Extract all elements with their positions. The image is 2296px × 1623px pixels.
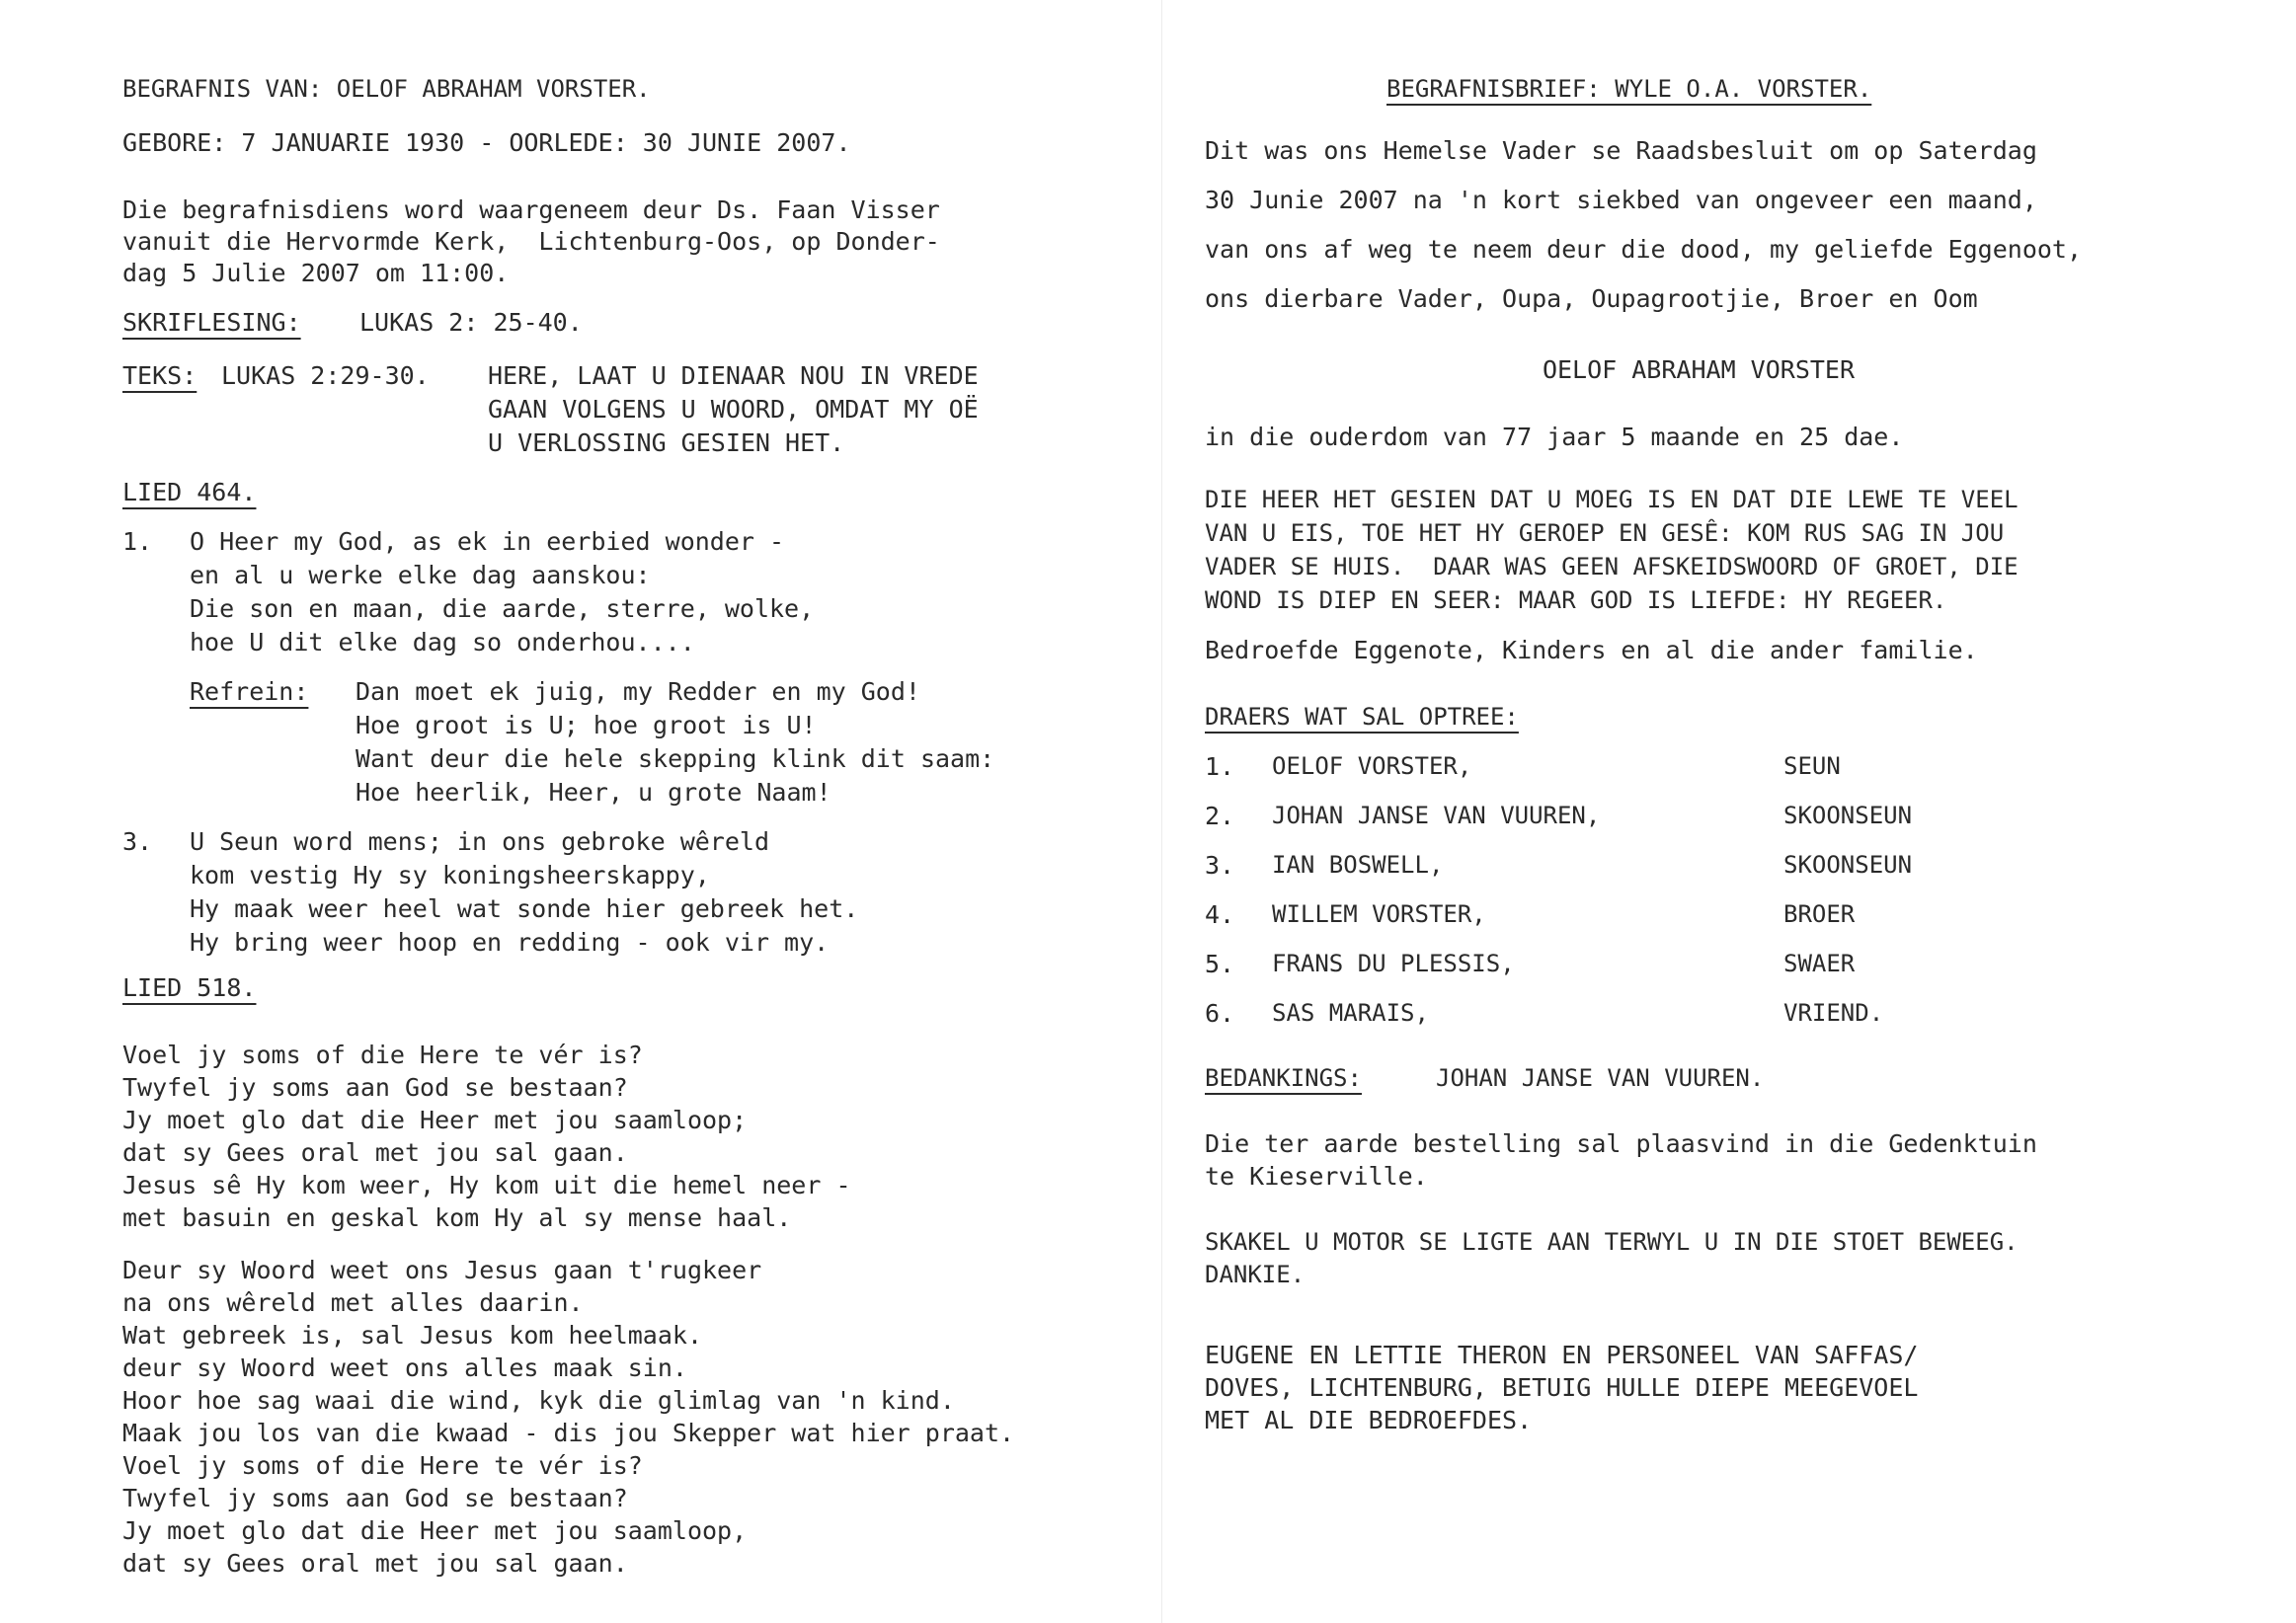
draer-role: VRIEND.	[1783, 999, 1884, 1027]
intro-line: ons dierbare Vader, Oupa, Oupagrootjie, Broer en Oom	[1205, 284, 1978, 313]
draer-name: JOHAN JANSE VAN VUUREN,	[1272, 802, 1601, 829]
lied-518-line: Jy moet glo dat die Heer met jou saamloop;	[122, 1106, 748, 1134]
lied-518-title: LIED 518.	[122, 973, 257, 1002]
lied-518-line: dat sy Gees oral met jou sal gaan.	[122, 1549, 628, 1578]
lights-line: SKAKEL U MOTOR SE LIGTE AAN TERWYL U IN DIE STOET BEWEEG.	[1205, 1228, 2019, 1256]
family-signoff: Bedroefde Eggenote, Kinders en al die ander familie.	[1205, 636, 1978, 664]
teks-reference: LUKAS 2:29-30.	[221, 361, 430, 390]
lied-518-line: Wat gebreek is, sal Jesus kom heelmaak.	[122, 1321, 702, 1350]
page-fold	[1161, 0, 1162, 1623]
farewell-verse-line: VAN U EIS, TOE HET HY GEROEP EN GESÊ: KOM RUS SAG IN JOU	[1205, 519, 2005, 547]
verse-1-line: en al u werke elke dag aanskou:	[190, 561, 651, 589]
draer-number: 2.	[1205, 802, 1235, 830]
lied-518-line: deur sy Woord weet ons alles maak sin.	[122, 1353, 687, 1382]
farewell-verse-line: WOND IS DIEP EN SEER: MAAR GOD IS LIEFDE: HY REGEER.	[1205, 586, 1947, 614]
intro-line: Dit was ons Hemelse Vader se Raadsbesluit om op Saterdag	[1205, 136, 2037, 165]
draer-role: BROER	[1783, 900, 1856, 928]
draer-name: SAS MARAIS,	[1272, 999, 1429, 1027]
verse-3-line: U Seun word mens; in ons gebroke wêreld	[190, 827, 769, 856]
teks-line: HERE, LAAT U DIENAAR NOU IN VREDE	[488, 361, 979, 390]
draer-number: 1.	[1205, 752, 1235, 781]
skriflesing-label: SKRIFLESING:	[122, 308, 301, 337]
refrein-line: Want deur die hele skepping klink dit saam:	[356, 744, 995, 773]
lied-518-line: na ons wêreld met alles daarin.	[122, 1288, 584, 1317]
draer-role: SKOONSEUN	[1783, 802, 1913, 829]
lights-line: DANKIE.	[1205, 1261, 1306, 1288]
teks-line: U VERLOSSING GESIEN HET.	[488, 428, 845, 457]
burial-line: Die ter aarde bestelling sal plaasvind in die Gedenktuin	[1205, 1129, 2037, 1158]
refrein-label: Refrein:	[190, 677, 309, 706]
lied-464-title: LIED 464.	[122, 478, 257, 506]
draer-name: IAN BOSWELL,	[1272, 851, 1444, 879]
lied-518-line: Twyfel jy soms aan God se bestaan?	[122, 1484, 628, 1512]
teks-label: TEKS:	[122, 361, 198, 390]
undertaker-line: MET AL DIE BEDROEFDES.	[1205, 1406, 1533, 1434]
verse-3-line: Hy bring weer hoop en redding - ook vir my.	[190, 928, 830, 957]
lied-518-line: met basuin en geskal kom Hy al sy mense haal.	[122, 1203, 792, 1232]
draer-name: WILLEM VORSTER,	[1272, 900, 1486, 928]
teks-line: GAAN VOLGENS U WOORD, OMDAT MY OË	[488, 395, 979, 424]
bedankings-value: JOHAN JANSE VAN VUUREN.	[1436, 1064, 1765, 1092]
draer-number: 3.	[1205, 851, 1235, 880]
age-line: in die ouderdom van 77 jaar 5 maande en 25 dae.	[1205, 423, 1904, 451]
undertaker-line: DOVES, LICHTENBURG, BETUIG HULLE DIEPE MEEGEVOEL	[1205, 1373, 1919, 1402]
draer-role: SKOONSEUN	[1783, 851, 1913, 879]
draer-role: SWAER	[1783, 950, 1856, 977]
service-line: vanuit die Hervormde Kerk, Lichtenburg-Oos, op Donder-	[122, 227, 940, 256]
draer-number: 4.	[1205, 900, 1235, 929]
service-line: dag 5 Julie 2007 om 11:00.	[122, 259, 510, 287]
lied-518-line: Jesus sê Hy kom weer, Hy kom uit die hemel neer -	[122, 1171, 851, 1199]
verse-3-line: kom vestig Hy sy koningsheerskappy,	[190, 861, 710, 889]
verse-3-line: Hy maak weer heel wat sonde hier gebreek het.	[190, 894, 859, 923]
intro-line: van ons af weg te neem deur die dood, my geliefde Eggenoot,	[1205, 235, 2083, 264]
lied-518-line: dat sy Gees oral met jou sal gaan.	[122, 1138, 628, 1167]
refrein-line: Hoe groot is U; hoe groot is U!	[356, 711, 817, 739]
farewell-verse-line: DIE HEER HET GESIEN DAT U MOEG IS EN DAT DIE LEWE TE VEEL	[1205, 486, 2019, 513]
draer-role: SEUN	[1783, 752, 1841, 780]
lied-518-line: Twyfel jy soms aan God se bestaan?	[122, 1073, 628, 1102]
verse-3-number: 3.	[122, 827, 153, 856]
lied-518-line: Hoor hoe sag waai die wind, kyk die glimlag van 'n kind.	[122, 1386, 955, 1415]
deceased-name: OELOF ABRAHAM VORSTER	[1542, 355, 1856, 384]
lied-518-line: Jy moet glo dat die Heer met jou saamloop,	[122, 1516, 748, 1545]
draer-name: OELOF VORSTER,	[1272, 752, 1472, 780]
burial-line: te Kieserville.	[1205, 1162, 1428, 1191]
draer-number: 5.	[1205, 950, 1235, 978]
skriflesing-value: LUKAS 2: 25-40.	[359, 308, 583, 337]
refrein-line: Hoe heerlik, Heer, u grote Naam!	[356, 778, 831, 807]
undertaker-line: EUGENE EN LETTIE THERON EN PERSONEEL VAN SAFFAS/	[1205, 1341, 1919, 1369]
refrein-line: Dan moet ek juig, my Redder en my God!	[356, 677, 920, 706]
verse-1-line: Die son en maan, die aarde, sterre, wolke,	[190, 594, 815, 623]
draer-name: FRANS DU PLESSIS,	[1272, 950, 1515, 977]
lied-518-line: Maak jou los van die kwaad - dis jou Skepper wat hier praat.	[122, 1419, 1015, 1447]
draer-number: 6.	[1205, 999, 1235, 1028]
lied-518-line: Deur sy Woord weet ons Jesus gaan t'rugkeer	[122, 1256, 762, 1284]
bedankings-label: BEDANKINGS:	[1205, 1064, 1362, 1092]
service-line: Die begrafnisdiens word waargeneem deur Ds. Faan Visser	[122, 195, 940, 224]
right-heading: BEGRAFNISBRIEF: WYLE O.A. VORSTER.	[1386, 75, 1872, 103]
left-heading-name: BEGRAFNIS VAN: OELOF ABRAHAM VORSTER.	[122, 75, 651, 103]
draers-title: DRAERS WAT SAL OPTREE:	[1205, 703, 1519, 731]
farewell-verse-line: VADER SE HUIS. DAAR WAS GEEN AFSKEIDSWOORD OF GROET, DIE	[1205, 553, 2019, 580]
verse-1-number: 1.	[122, 527, 153, 556]
intro-line: 30 Junie 2007 na 'n kort siekbed van ongeveer een maand,	[1205, 186, 2037, 214]
lied-518-line: Voel jy soms of die Here te vér is?	[122, 1451, 643, 1480]
lied-518-line: Voel jy soms of die Here te vér is?	[122, 1041, 643, 1069]
verse-1-line: hoe U dit elke dag so onderhou....	[190, 628, 695, 657]
left-heading-dates: GEBORE: 7 JANUARIE 1930 - OORLEDE: 30 JUNIE 2007.	[122, 128, 851, 157]
verse-1-line: O Heer my God, as ek in eerbied wonder -	[190, 527, 785, 556]
